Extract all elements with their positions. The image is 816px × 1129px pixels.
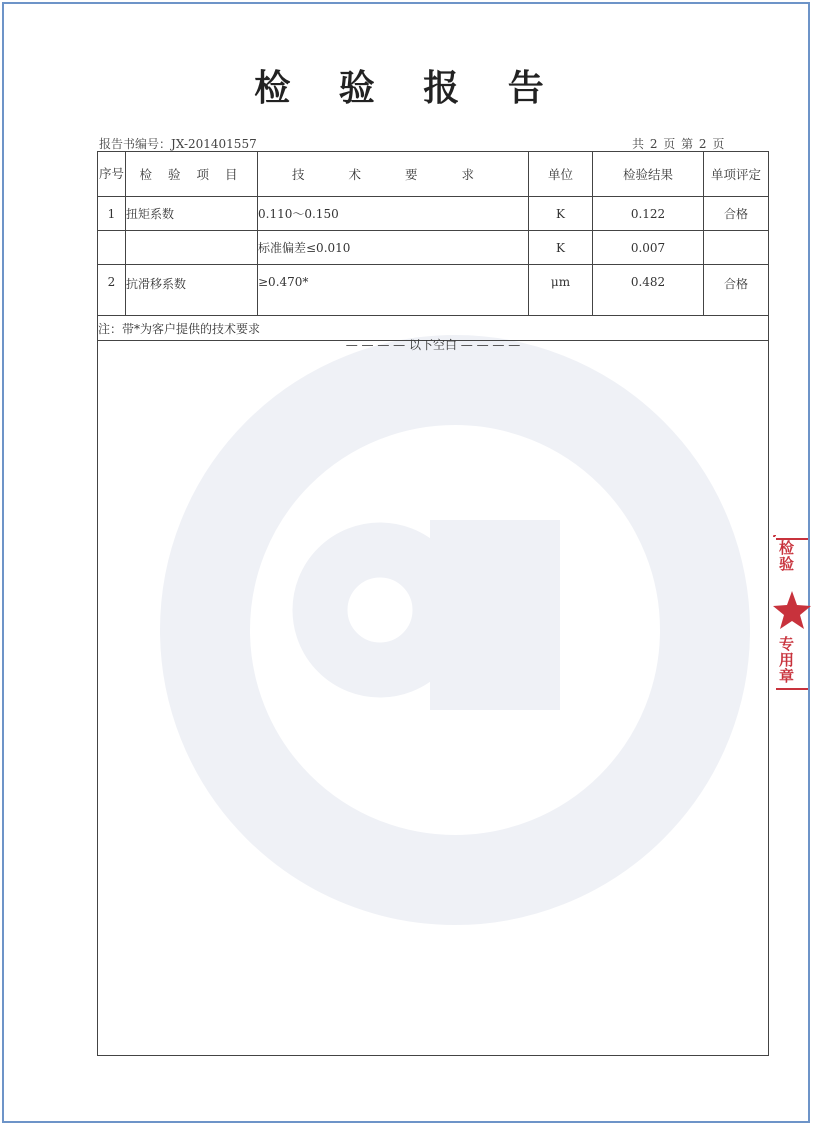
cell-unit: K xyxy=(529,197,593,231)
table-row xyxy=(98,231,769,265)
header-seq: 序号 xyxy=(98,152,126,197)
cell-requirement: 0.110～0.150 xyxy=(258,197,529,231)
cell-requirement: ≥0.470* xyxy=(258,265,529,316)
cell-unit: K xyxy=(529,231,593,265)
cell-item: 扭矩系数 xyxy=(126,197,258,231)
table-header-row xyxy=(98,152,769,197)
report-number-value: JX-201401557 xyxy=(171,137,257,151)
cell-seq: 1 xyxy=(98,197,126,231)
cell-verdict: 合格 xyxy=(704,265,769,316)
cell-result: 0.482 xyxy=(593,265,704,316)
seal-text-top: 检验 xyxy=(777,540,795,572)
blank-marker: — — — — 以下空白 — — — — xyxy=(345,338,521,352)
header-unit: 单位 xyxy=(529,152,593,197)
page-info: 共 2 页 第 2 页 xyxy=(632,137,726,151)
star-icon xyxy=(773,591,811,629)
cell-result: 0.007 xyxy=(593,231,704,265)
cell-unit: μm xyxy=(529,265,593,316)
cell-requirement: 标准偏差≤0.010 xyxy=(258,231,529,265)
cell-seq xyxy=(98,231,126,265)
table-row xyxy=(98,265,769,316)
header-requirement: 技 术 要 求 xyxy=(258,152,529,197)
cell-item: 抗滑移系数 xyxy=(126,265,258,316)
report-number xyxy=(99,135,257,152)
document-title: 检 验 报 告 xyxy=(254,67,562,109)
cell-item xyxy=(126,231,258,265)
header-verdict: 单项评定 xyxy=(704,152,769,197)
cell-result: 0.122 xyxy=(593,197,704,231)
blank-area xyxy=(97,330,769,1056)
seal-text-bottom: 专用章 xyxy=(777,636,795,684)
cell-verdict: 合格 xyxy=(704,197,769,231)
inspection-table xyxy=(97,151,769,341)
header-item: 检 验 项 目 xyxy=(126,152,258,197)
header-result: 检验结果 xyxy=(593,152,704,197)
report-number-label: 报告书编号： xyxy=(99,137,172,151)
table-row xyxy=(98,197,769,231)
cell-verdict xyxy=(704,231,769,265)
table-note: 注：带*为客户提供的技术要求 xyxy=(98,316,769,341)
cell-seq: 2 xyxy=(98,265,126,316)
